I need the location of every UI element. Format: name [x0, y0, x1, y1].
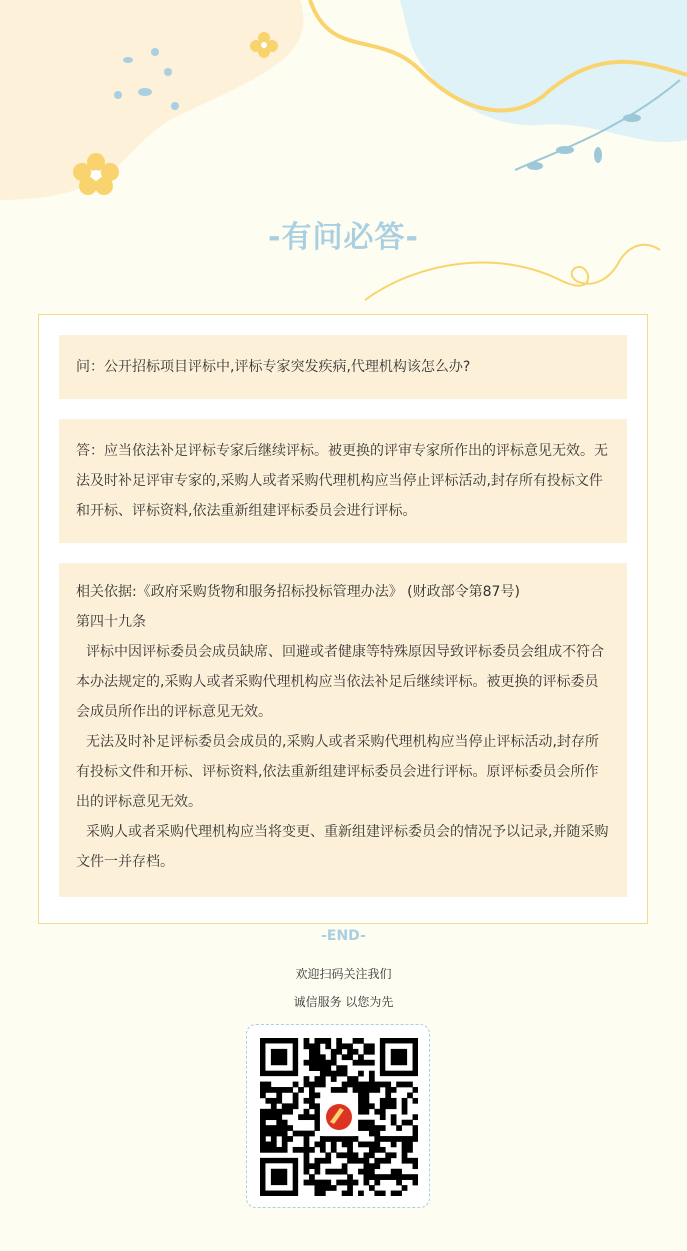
slogan-text: 诚信服务 以您为先	[293, 995, 394, 1009]
reference-paragraph: 采购人或者采购代理机构应当将变更、重新组建评标委员会的情况予以记录,并随采购文件一并存档。	[76, 824, 609, 870]
reference-source: 相关依据:《政府采购货物和服务招标投标管理办法》 (财政部令第87号)	[76, 584, 520, 600]
follow-text: 欢迎扫码关注我们	[295, 967, 392, 981]
qa-card	[38, 314, 648, 924]
answer-box	[59, 419, 627, 543]
end-marker: -END-	[321, 928, 366, 944]
decorative-background	[0, 0, 687, 310]
question-box	[59, 335, 627, 399]
answer-text: 答：应当依法补足评标专家后继续评标。被更换的评审专家所作出的评标意见无效。无法及时补足评审专家的,采购人或者采购代理机构应当停止评标活动,封存所有投标文件和开标、评标资料,依法重新组建评标委员会进行评标。	[76, 443, 608, 519]
question-text: 问：公开招标项目评标中,评标专家突发疾病,代理机构该怎么办?	[76, 359, 471, 375]
reference-paragraph: 评标中因评标委员会成员缺席、回避或者健康等特殊原因导致评标委员会组成不符合本办法规定的,采购人或者采购代理机构应当依法补足后继续评标。被更换的评标委员会成员所作出的评标意见无效。	[76, 644, 604, 720]
reference-paragraph: 无法及时补足评标委员会成员的,采购人或者采购代理机构应当停止评标活动,封存所有投标文件和开标、评标资料,依法重新组建评标委员会进行评标。原评标委员会所作出的评标意见无效。	[76, 734, 599, 810]
qr-code[interactable]	[246, 1024, 430, 1208]
reference-box	[59, 563, 627, 897]
page-title: -有问必答-	[268, 220, 419, 255]
reference-article: 第四十九条	[76, 614, 146, 630]
qr-code-image	[260, 1038, 418, 1196]
